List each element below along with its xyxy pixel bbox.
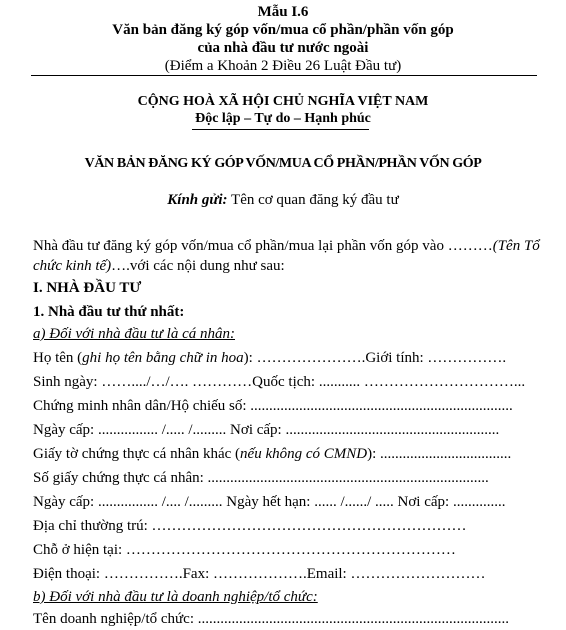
fullname-field xyxy=(33,350,506,367)
intro-text-cont: ….với các nội dung như sau: xyxy=(111,258,285,274)
other-id-number-field: Số giấy chứng thực cá nhân: ........................................................................... xyxy=(33,470,489,486)
fullname-rest: ): ………………….Giới tính: ……………. xyxy=(243,350,507,366)
birth-nationality-field: Sinh ngày: ……..../…/…. …………Quốc tịch: ........... …………………………... xyxy=(33,374,526,390)
issue-date-field: Ngày cấp: ................ /..... /......... Nơi cấp: ......................................................... xyxy=(33,422,500,438)
fullname-label: Họ tên ( xyxy=(33,350,83,366)
legal-basis: (Điểm a Khoản 2 Điều 26 Luật Đầu tư) xyxy=(164,58,402,74)
id-number-field: Chứng minh nhân dân/Hộ chiếu số: ...................................................................... xyxy=(33,398,513,414)
intro-line2 xyxy=(33,258,285,275)
organization-heading: b) Đối với nhà đầu tư là doanh nghiệp/tổ chức: xyxy=(33,589,318,605)
recipient-label: Kính gửi: xyxy=(167,192,228,208)
subsection-heading: 1. Nhà đầu tư thứ nhất: xyxy=(33,304,185,320)
national-motto: Độc lập – Tự do – Hạnh phúc xyxy=(195,111,371,126)
form-title-line2: của nhà đầu tư nước ngoài xyxy=(197,40,369,56)
other-id-rest: ): ................................... xyxy=(367,446,512,462)
recipient-value: Tên cơ quan đăng ký đầu tư xyxy=(227,192,399,208)
permanent-address-field: Địa chỉ thường trú: ……………………………………………………… xyxy=(33,518,467,534)
other-id-label: Giấy tờ chứng thực cá nhân khác ( xyxy=(33,446,241,462)
form-title-line1: Văn bản đăng ký góp vốn/mua cổ phần/phần vốn góp xyxy=(112,22,454,38)
intro-text: Nhà đầu tư đăng ký góp vốn/mua cổ phần/mua lại phần vốn góp vào ……… xyxy=(33,238,493,254)
intro-hint: (Tên Tổ xyxy=(492,238,540,254)
intro-hint-cont: chức kinh tế) xyxy=(33,258,112,274)
recipient-line xyxy=(0,192,566,209)
country-name: CỘNG HOÀ XÃ HỘI CHỦ NGHĨA VIỆT NAM xyxy=(137,94,429,109)
other-id-hint: nếu không có CMND xyxy=(240,446,368,462)
intro-line1 xyxy=(33,238,540,255)
individual-heading: a) Đối với nhà đầu tư là cá nhân: xyxy=(33,326,235,342)
form-code: Mẫu I.6 xyxy=(257,4,309,20)
motto-underline xyxy=(192,129,369,130)
contact-field: Điện thoại: …………….Fax: ……………….Email: ……………………… xyxy=(33,566,486,582)
issue-expiry-field: Ngày cấp: ................ /.... /......... Ngày hết hạn: ...... /....../ ..... Nơi cấp: .............. xyxy=(33,494,506,510)
header-divider xyxy=(31,75,537,76)
other-id-field xyxy=(33,446,511,463)
document-title: VĂN BẢN ĐĂNG KÝ GÓP VỐN/MUA CỔ PHẦN/PHẦN VỐN GÓP xyxy=(84,156,482,171)
fullname-hint: ghi họ tên bằng chữ in hoa xyxy=(82,350,244,366)
organization-name-field: Tên doanh nghiệp/tổ chức: ................................................................................... xyxy=(33,611,510,627)
section-heading: I. NHÀ ĐẦU TƯ xyxy=(33,280,142,296)
current-residence-field: Chỗ ở hiện tại: ………………………………………………………… xyxy=(33,542,456,558)
